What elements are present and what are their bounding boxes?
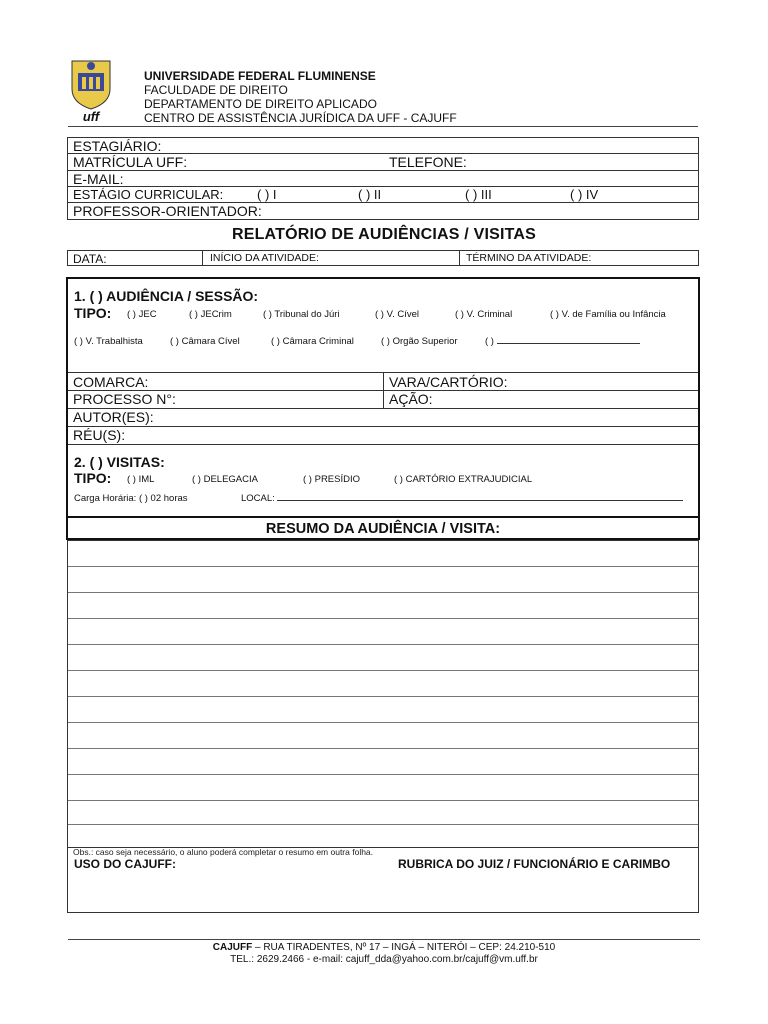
estagiario-row[interactable]	[68, 138, 698, 154]
estagio-option-i[interactable]: ( ) I	[257, 187, 277, 202]
matricula-row[interactable]	[68, 154, 698, 171]
comarca-label: COMARCA:	[73, 374, 149, 390]
reu-row[interactable]	[68, 427, 698, 445]
tipo-v-trabalhista[interactable]: ( ) V. Trabalhista	[74, 336, 143, 347]
data-label: DATA:	[73, 252, 107, 266]
acao-label: AÇÃO:	[389, 391, 433, 407]
estagio-option-iv[interactable]: ( ) IV	[570, 187, 599, 202]
visita-iml[interactable]: ( ) IML	[127, 474, 155, 485]
email-label: E-MAIL:	[73, 171, 124, 187]
resumo-title: RESUMO DA AUDIÊNCIA / VISITA:	[265, 521, 501, 537]
estagio-option-ii[interactable]: ( ) II	[358, 187, 382, 202]
uff-logo	[68, 55, 114, 123]
tipo-v-familia[interactable]: ( ) V. de Família ou Infância	[550, 309, 666, 320]
estagio-label: ESTÁGIO CURRICULAR:	[73, 187, 224, 202]
processo-label: PROCESSO N°:	[73, 391, 176, 407]
tipo-outro[interactable]: ( )	[485, 336, 640, 347]
obs-note: Obs.: caso seja necessário, o aluno poderá completar o resumo em outra folha.	[73, 847, 374, 857]
comarca-row[interactable]	[68, 373, 698, 391]
activity-box	[66, 277, 700, 540]
footer-divider	[68, 939, 700, 940]
tipo-camara-criminal[interactable]: ( ) Câmara Criminal	[271, 336, 354, 347]
visita-cartorio[interactable]: ( ) CARTÓRIO EXTRAJUDICIAL	[394, 474, 533, 485]
local-line	[277, 500, 683, 501]
email-row[interactable]	[68, 171, 698, 187]
center-name: CENTRO DE ASSISTÊNCIA JURÍDICA DA UFF - CAJUFF	[144, 111, 457, 125]
audiencia-heading[interactable]: 1. ( ) AUDIÊNCIA / SESSÃO:	[74, 288, 259, 304]
visita-presidio[interactable]: ( ) PRESÍDIO	[303, 474, 361, 485]
university-name: UNIVERSIDADE FEDERAL FLUMINENSE	[144, 69, 376, 83]
resumo-box[interactable]	[67, 540, 699, 913]
matricula-label: MATRÍCULA UFF:	[73, 154, 188, 170]
visita-delegacia[interactable]: ( ) DELEGACIA	[192, 474, 258, 485]
tipo-v-civel[interactable]: ( ) V. Cível	[375, 309, 419, 320]
tipo-v-criminal[interactable]: ( ) V. Criminal	[455, 309, 513, 320]
header-divider	[68, 126, 698, 127]
visitas-heading[interactable]: 2. ( ) VISITAS:	[74, 454, 165, 470]
reu-label: RÉU(S):	[73, 427, 126, 443]
local-field[interactable]: LOCAL:	[241, 493, 683, 504]
footer-address: CAJUFF – RUA TIRADENTES, Nº 17 – INGÁ – NITERÓI – CEP: 24.210-510	[212, 942, 556, 953]
termino-label: TÉRMINO DA ATIVIDADE:	[466, 252, 592, 264]
telefone-label: TELEFONE:	[389, 154, 467, 170]
tipo-jec[interactable]: ( ) JEC	[127, 309, 157, 320]
autor-label: AUTOR(ES):	[73, 409, 154, 425]
rubrica-label: RUBRICA DO JUIZ / FUNCIONÁRIO E CARIMBO	[398, 857, 671, 871]
dates-box	[67, 250, 699, 266]
footer-contact: TEL.: 2629.2466 - e-mail: cajuff_dda@yahoo.com.br/cajuff@vm.uff.br	[230, 954, 538, 965]
student-info-box	[67, 137, 699, 220]
tipo-camara-civel[interactable]: ( ) Câmara Cível	[170, 336, 240, 347]
visitas-tipo-label: TIPO:	[74, 470, 112, 486]
faculty-name: FACULDADE DE DIREITO	[144, 83, 288, 97]
vara-label: VARA/CARTÓRIO:	[389, 374, 508, 390]
uso-cajuff-label: USO DO CAJUFF:	[74, 857, 176, 871]
processo-row[interactable]	[68, 391, 698, 409]
inicio-label: INÍCIO DA ATIVIDADE:	[210, 252, 319, 264]
department-name: DEPARTAMENTO DE DIREITO APLICADO	[144, 97, 377, 111]
estagio-option-iii[interactable]: ( ) III	[465, 187, 492, 202]
audiencia-tipo-label: TIPO:	[74, 305, 112, 321]
carga-horaria[interactable]: Carga Horária: ( ) 02 horas	[74, 493, 188, 504]
professor-label: PROFESSOR-ORIENTADOR:	[73, 203, 262, 219]
svg-text:uff: uff	[82, 109, 100, 123]
estagio-row	[68, 187, 698, 203]
tipo-outro-line	[497, 343, 640, 344]
autor-row[interactable]	[68, 409, 698, 427]
professor-row[interactable]	[68, 203, 698, 220]
tipo-jecrim[interactable]: ( ) JECrim	[189, 309, 232, 320]
tipo-tribunal-juri[interactable]: ( ) Tribunal do Júri	[263, 309, 340, 320]
report-title: RELATÓRIO DE AUDIÊNCIAS / VISITAS	[231, 226, 537, 243]
estagiario-label: ESTAGIÁRIO:	[73, 138, 162, 154]
tipo-orgao-superior[interactable]: ( ) Orgão Superior	[381, 336, 458, 347]
